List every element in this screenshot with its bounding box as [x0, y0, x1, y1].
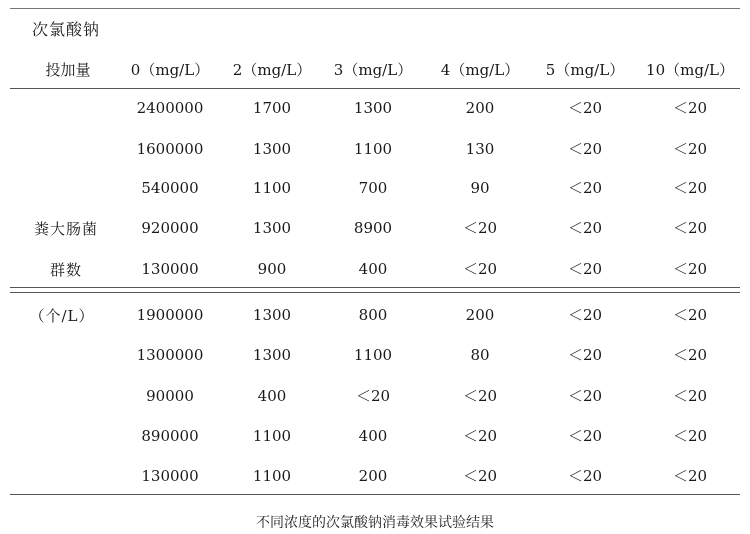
table-cell: 1100: [252, 427, 292, 445]
table-cell: 130: [465, 140, 495, 158]
table-cell: ＜20: [355, 387, 391, 405]
table-row: [0, 305, 750, 327]
figure-caption: 不同浓度的次氯酸钠消毒效果试验结果: [256, 515, 494, 531]
table-row: [0, 345, 750, 367]
table-cell: ＜20: [672, 427, 708, 445]
table-cell: 400: [257, 387, 287, 405]
group-rule-lower: [10, 292, 740, 293]
table-cell: ＜20: [672, 219, 708, 237]
table-cell: ＜20: [672, 99, 708, 117]
header-row: [0, 60, 750, 82]
table-cell: 1300: [353, 99, 393, 117]
table-cell: 2400000: [136, 99, 204, 117]
table-cell: 90000: [146, 387, 194, 405]
header-rule: [10, 88, 740, 89]
table-cell: 130000: [141, 260, 199, 278]
table-row: [0, 98, 750, 120]
table-cell: ＜20: [462, 427, 498, 445]
table-cell: 200: [358, 467, 388, 485]
table-cell: ＜20: [462, 467, 498, 485]
table-cell: ＜20: [567, 260, 603, 278]
table-cell: 1100: [353, 140, 393, 158]
table-cell: 8900: [353, 219, 393, 237]
table-cell: 700: [358, 179, 388, 197]
table-cell: 1600000: [136, 140, 204, 158]
table-row: [0, 386, 750, 408]
side-label-1: 粪大肠菌: [33, 220, 99, 238]
table-cell: 1100: [252, 467, 292, 485]
col-header: 4（mg/L）: [440, 61, 520, 79]
table-cell: ＜20: [672, 140, 708, 158]
table-cell: ＜20: [567, 219, 603, 237]
table-cell: 1900000: [136, 306, 204, 324]
table-cell: 200: [465, 306, 495, 324]
table-cell: 90: [470, 179, 490, 197]
table-cell: 890000: [141, 427, 199, 445]
col-header: 10（mg/L）: [646, 61, 734, 79]
table-row: [0, 426, 750, 448]
col-header: 3（mg/L）: [333, 61, 413, 79]
col-header: 2（mg/L）: [232, 61, 312, 79]
table-cell: 920000: [141, 219, 199, 237]
table-cell: ＜20: [462, 260, 498, 278]
table-title: 次氯酸钠: [32, 20, 101, 39]
table-cell: ＜20: [567, 467, 603, 485]
table-cell: ＜20: [567, 179, 603, 197]
col-header: 5（mg/L）: [545, 61, 625, 79]
table-cell: 200: [465, 99, 495, 117]
table-cell: 900: [257, 260, 287, 278]
table-cell: ＜20: [672, 467, 708, 485]
table-cell: ＜20: [567, 427, 603, 445]
table-cell: 80: [470, 346, 490, 364]
table-cell: ＜20: [462, 387, 498, 405]
table-cell: 400: [358, 427, 388, 445]
table-cell: ＜20: [672, 306, 708, 324]
table-cell: 1300: [252, 140, 292, 158]
table-cell: 1100: [353, 346, 393, 364]
group-rule-upper: [10, 287, 740, 288]
table-cell: 1300000: [136, 346, 204, 364]
table-cell: ＜20: [567, 99, 603, 117]
table-cell: ＜20: [672, 387, 708, 405]
table-cell: 1100: [252, 179, 292, 197]
side-label-3: （个/L）: [29, 307, 95, 325]
side-label-2: 群数: [49, 261, 83, 279]
table-cell: ＜20: [462, 219, 498, 237]
table-cell: 800: [358, 306, 388, 324]
table-cell: ＜20: [567, 306, 603, 324]
table-cell: ＜20: [567, 346, 603, 364]
top-rule: [10, 8, 740, 9]
table-cell: ＜20: [567, 387, 603, 405]
header-label: 投加量: [45, 61, 91, 79]
table-row: [0, 178, 750, 200]
table-cell: ＜20: [672, 260, 708, 278]
table-cell: ＜20: [567, 140, 603, 158]
table-cell: 130000: [141, 467, 199, 485]
table-row: [0, 466, 750, 488]
table-row: [0, 139, 750, 161]
table-cell: 1300: [252, 306, 292, 324]
table-cell: ＜20: [672, 346, 708, 364]
col-header: 0（mg/L）: [130, 61, 210, 79]
table-cell: ＜20: [672, 179, 708, 197]
table-cell: 540000: [141, 179, 199, 197]
bottom-rule: [10, 494, 740, 495]
table-cell: 1700: [252, 99, 292, 117]
table-row: [0, 259, 750, 281]
table-cell: 1300: [252, 346, 292, 364]
table-cell: 1300: [252, 219, 292, 237]
table-cell: 400: [358, 260, 388, 278]
table-row: [0, 218, 750, 240]
